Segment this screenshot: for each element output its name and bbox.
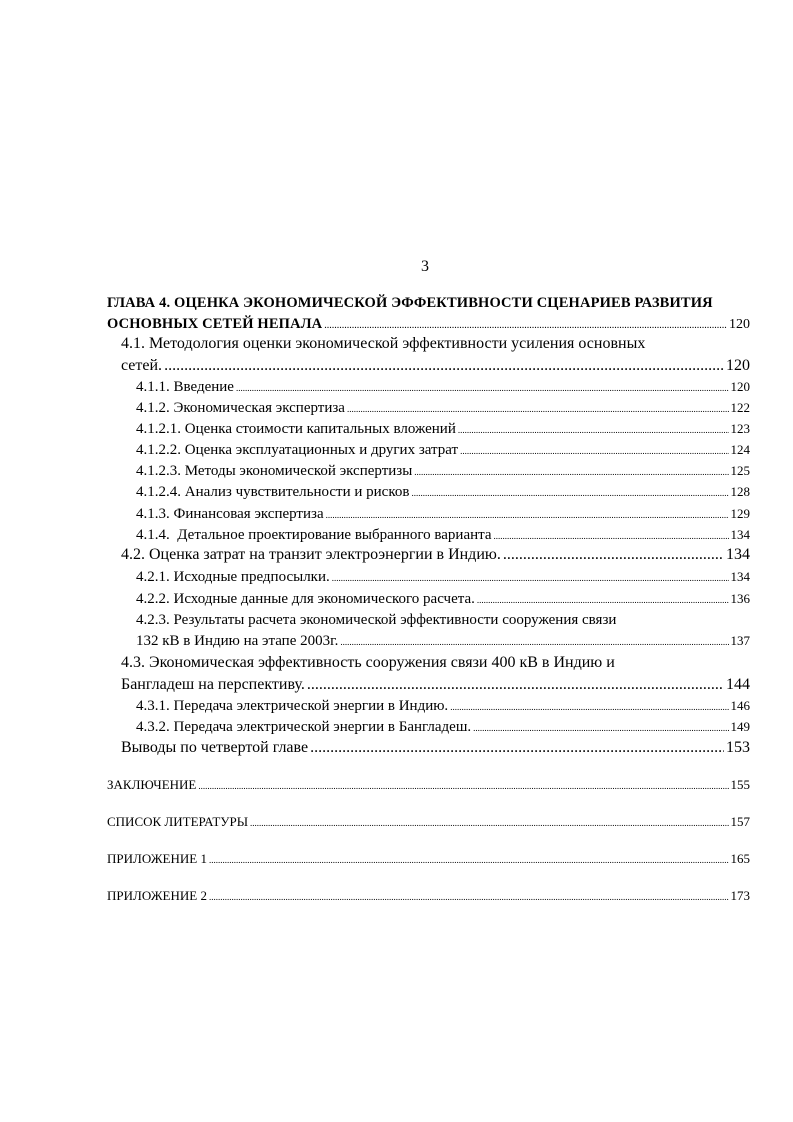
- section-4-3-line2: Бангладеш на перспективу.: [121, 676, 305, 693]
- dot-leader: [209, 887, 729, 907]
- toc-entry-literature[interactable]: [107, 812, 750, 833]
- dot-leader: [164, 356, 724, 376]
- toc-entry-4-1-1[interactable]: [136, 377, 750, 398]
- toc-entry-title: 4.1.2. Экономическая экспертиза: [136, 400, 345, 416]
- toc-entry-title: 4.1.2.3. Методы экономической экспертизы: [136, 463, 413, 479]
- toc-page-number: 120: [730, 379, 750, 394]
- toc-entry-title: 4.2. Оценка затрат на транзит электроэнергии в Индию.: [121, 546, 501, 563]
- toc-page-number: 157: [730, 814, 750, 829]
- toc-entry-title: 4.1.2.1. Оценка стоимости капитальных вложений: [136, 421, 456, 437]
- toc-entry-4-3[interactable]: [121, 675, 750, 695]
- dot-leader: [310, 738, 724, 758]
- toc-entry-4-1-3[interactable]: [136, 504, 750, 525]
- toc-entry-appendix-1[interactable]: [107, 849, 750, 870]
- section-4-3-line1: 4.3. Экономическая эффективность сооружения связи 400 кВ в Индию и: [121, 654, 615, 671]
- chapter-title-line1: ГЛАВА 4. ОЦЕНКА ЭКОНОМИЧЕСКОЙ ЭФФЕКТИВНОСТИ СЦЕНАРИЕВ РАЗВИТИЯ: [107, 295, 713, 311]
- section-4-2-3-line2: 132 кВ в Индию на этапе 2003г.: [136, 633, 339, 649]
- dot-leader: [411, 483, 728, 503]
- dot-leader: [236, 378, 729, 398]
- toc-entry-4-2-3[interactable]: [136, 631, 750, 652]
- toc-page-number: 134: [730, 527, 750, 542]
- toc-entry-appendix-2[interactable]: [107, 886, 750, 907]
- toc-page-number: 123: [730, 421, 750, 436]
- toc-entry-4-2-1[interactable]: [136, 567, 750, 588]
- toc-entry-4-2[interactable]: [121, 545, 750, 565]
- toc-page-number: 120: [729, 317, 750, 332]
- dot-leader: [340, 632, 728, 652]
- toc-page-number: 165: [730, 851, 750, 866]
- toc-entry-title: ПРИЛОЖЕНИЕ 2: [107, 888, 207, 903]
- toc-entry-4-1-2-4[interactable]: [136, 482, 750, 503]
- dot-leader: [332, 568, 729, 588]
- toc-page-number: 134: [726, 546, 750, 563]
- section-4-1-line1: 4.1. Методология оценки экономической эффективности усиления основных: [121, 335, 646, 352]
- toc-page-number: 144: [726, 676, 750, 693]
- dot-leader: [450, 697, 728, 717]
- toc-entry-title: 4.1.1. Введение: [136, 379, 234, 395]
- dot-leader: [473, 718, 728, 738]
- toc-entry-title: 4.1.4. Детальное проектирование выбранного варианта: [136, 527, 492, 543]
- toc-page-number: 125: [730, 463, 750, 478]
- toc-entry-conclusions[interactable]: [121, 738, 750, 758]
- toc-page-number: 124: [730, 442, 750, 457]
- toc-entry-4-1-2-1[interactable]: [136, 419, 750, 440]
- dot-leader: [250, 813, 728, 833]
- toc-entry-4-1-4[interactable]: [136, 525, 750, 546]
- dot-leader: [198, 776, 728, 796]
- section-4-2-3-line1: 4.2.3. Результаты расчета экономической эффективности сооружения связи: [136, 612, 617, 628]
- toc-page-number: 155: [730, 777, 750, 792]
- toc-entry-title: СПИСОК ЛИТЕРАТУРЫ: [107, 814, 249, 829]
- toc-entry-title: Выводы по четвертой главе: [121, 739, 309, 756]
- toc-entry-4-1-2-2[interactable]: [136, 440, 750, 461]
- dot-leader: [414, 462, 728, 482]
- toc-page-number: 173: [730, 888, 750, 903]
- toc-page-number: 137: [730, 633, 750, 648]
- section-4-1-line2: сетей.: [121, 357, 163, 374]
- toc-page-number: 128: [730, 484, 750, 499]
- toc-entry-title: 4.1.2.2. Оценка эксплуатационных и других затрат: [136, 442, 459, 458]
- toc-page-number: 134: [730, 569, 750, 584]
- dot-leader: [347, 399, 729, 419]
- toc-entry-title: ЗАКЛЮЧЕНИЕ: [107, 777, 197, 792]
- toc-page-number: 122: [730, 400, 750, 415]
- toc-entry-zaklyuchenie[interactable]: [107, 775, 750, 796]
- toc-entry-title: 4.3.1. Передача электрической энергии в Индию.: [136, 698, 449, 714]
- chapter-title-line2: ОСНОВНЫХ СЕТЕЙ НЕПАЛА: [107, 316, 323, 332]
- toc-entry-4-2-2[interactable]: [136, 589, 750, 610]
- toc-page-number: 146: [730, 698, 750, 713]
- toc-page-number: 129: [730, 506, 750, 521]
- dot-leader: [324, 316, 727, 336]
- toc-entry-4-3-1[interactable]: [136, 696, 750, 717]
- toc-entry-4-1[interactable]: [121, 356, 750, 376]
- dot-leader: [458, 420, 729, 440]
- toc-entry-title: 4.2.2. Исходные данные для экономического расчета.: [136, 591, 475, 607]
- toc-page-number: 149: [730, 719, 750, 734]
- dot-leader: [460, 441, 728, 461]
- toc-page-number: 136: [730, 591, 750, 606]
- toc-entry-4-3-2[interactable]: [136, 717, 750, 738]
- toc-entry-title: 4.2.1. Исходные предпосылки.: [136, 569, 330, 585]
- toc-page-number: 153: [726, 739, 750, 756]
- toc-entry-title: 4.1.2.4. Анализ чувствительности и рисков: [136, 484, 410, 500]
- page-number: 3: [421, 258, 429, 275]
- dot-leader: [477, 590, 729, 610]
- toc-entry-title: 4.3.2. Передача электрической энергии в Бангладеш.: [136, 719, 472, 735]
- toc-page-number: 120: [726, 357, 750, 374]
- dot-leader: [326, 505, 729, 525]
- toc-entry-4-1-2[interactable]: [136, 398, 750, 419]
- dot-leader: [209, 850, 729, 870]
- toc-entry-chapter-4[interactable]: [107, 314, 750, 336]
- toc-entry-title: ПРИЛОЖЕНИЕ 1: [107, 851, 207, 866]
- dot-leader: [503, 545, 724, 565]
- dot-leader: [494, 526, 729, 546]
- dot-leader: [307, 675, 724, 695]
- toc-entry-4-1-2-3[interactable]: [136, 461, 750, 482]
- toc-entry-title: 4.1.3. Финансовая экспертиза: [136, 506, 324, 522]
